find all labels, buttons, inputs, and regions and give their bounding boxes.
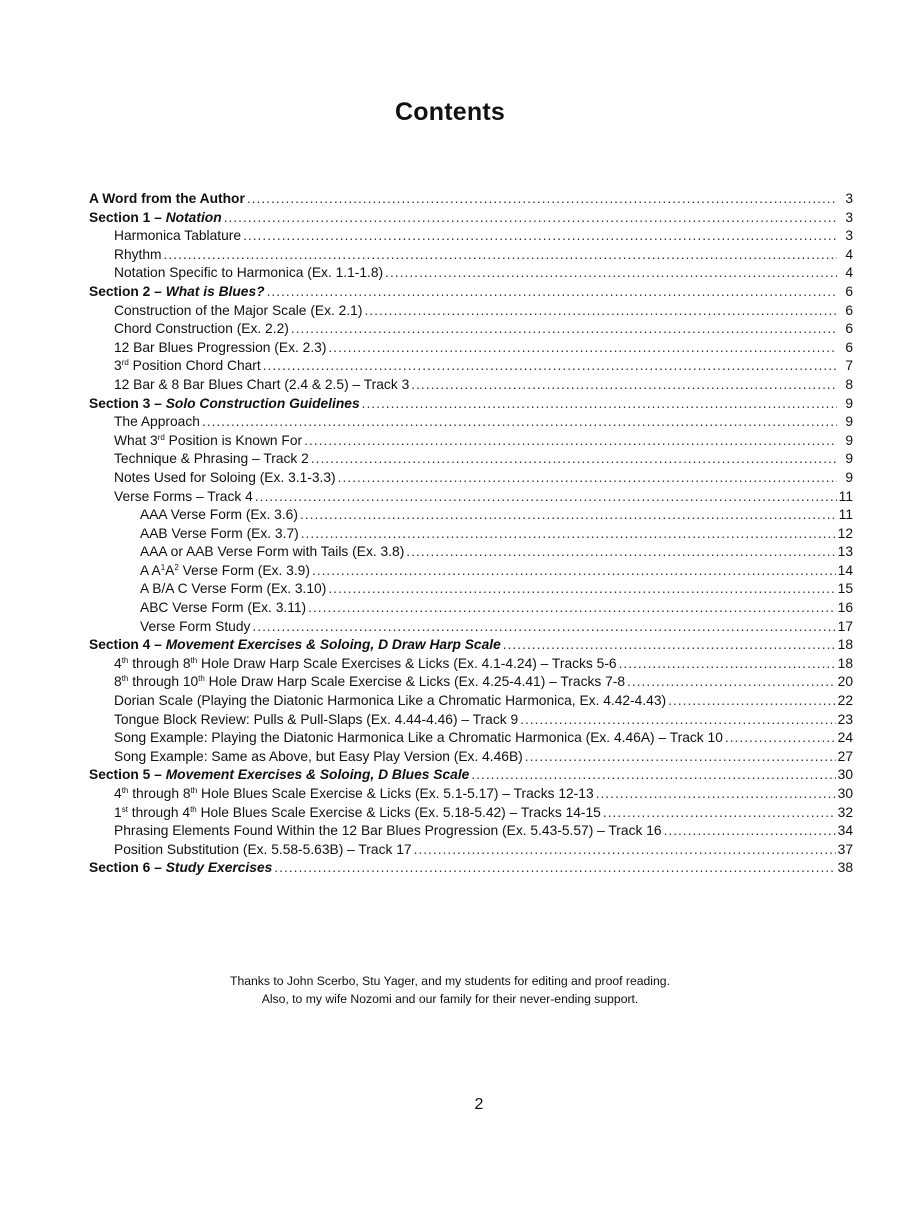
toc-entry[interactable]	[89, 711, 853, 730]
toc-label-text: Dorian Scale (Playing the Diatonic Harmonica Like a Chromatic Harmonica, Ex. 4.42-4.43)	[114, 693, 667, 709]
toc-entry-label	[140, 543, 404, 562]
toc-dot-leader	[300, 506, 837, 525]
toc-entry[interactable]	[89, 432, 853, 451]
toc-label-text: 1	[114, 804, 122, 820]
toc-dot-leader	[202, 413, 837, 432]
toc-entry[interactable]	[89, 655, 853, 674]
toc-entry[interactable]	[89, 395, 853, 414]
toc-entry-label	[140, 580, 326, 599]
toc-page-number: 16	[837, 600, 853, 616]
toc-page-number: 11	[838, 488, 853, 504]
toc-dot-leader	[503, 636, 836, 655]
toc-entry[interactable]	[89, 580, 853, 599]
toc-dot-leader	[520, 711, 836, 730]
toc-label-text: Hole Blues Scale Exercise & Licks (Ex. 5.18-5.42) – Tracks 14-15	[196, 804, 601, 820]
toc-dot-leader	[312, 562, 836, 581]
toc-label-superscript: 2	[174, 562, 179, 572]
toc-entry[interactable]	[89, 246, 853, 265]
toc-label-superscript: th	[198, 674, 205, 684]
toc-dot-leader	[263, 357, 837, 376]
toc-dot-leader	[247, 190, 837, 209]
toc-entry-label	[114, 469, 336, 488]
toc-page-number: 27	[837, 748, 853, 764]
toc-page-number: 6	[845, 339, 853, 355]
toc-entry-label	[114, 302, 362, 321]
toc-label-superscript: 1	[160, 562, 166, 572]
toc-label-text: Position is Known For	[164, 432, 303, 448]
toc-entry[interactable]	[89, 766, 853, 785]
toc-entry-label	[114, 655, 617, 674]
toc-page-number: 9	[845, 451, 853, 467]
toc-label-text: Harmonica Tablature	[114, 228, 242, 244]
toc-dot-leader	[471, 766, 835, 785]
toc-entry[interactable]	[89, 692, 853, 711]
toc-page-number: 38	[837, 860, 853, 876]
toc-entry[interactable]	[89, 859, 853, 878]
toc-page-number: 9	[845, 395, 853, 411]
toc-entry[interactable]	[89, 785, 853, 804]
toc-entry-label	[89, 859, 272, 878]
toc-dot-leader	[252, 618, 835, 637]
toc-entry-label	[89, 636, 501, 655]
toc-entry[interactable]	[89, 413, 853, 432]
toc-entry-label	[114, 357, 261, 376]
toc-page-number: 9	[845, 414, 853, 430]
toc-label-text: Notation Specific to Harmonica (Ex. 1.1-1.8)	[114, 265, 384, 281]
toc-page-number: 14	[837, 562, 853, 578]
toc-label-text: Verse Form Study	[140, 618, 251, 634]
toc-entry[interactable]	[89, 450, 853, 469]
toc-page-number: 4	[845, 246, 853, 262]
toc-dot-leader	[619, 655, 836, 674]
toc-page-number: 11	[838, 507, 853, 523]
toc-label-text: 12 Bar & 8 Bar Blues Chart (2.4 & 2.5) – Track 3	[114, 376, 410, 392]
toc-label-text: Section 5 –	[89, 767, 166, 783]
toc-dot-leader	[291, 320, 837, 339]
toc-page-number: 24	[837, 730, 853, 746]
toc-label-superscript: rd	[157, 432, 165, 442]
toc-label-text: Section 1 –	[89, 209, 166, 225]
toc-label-text: Verse Forms – Track 4	[114, 488, 253, 504]
toc-page-number: 9	[845, 469, 853, 485]
toc-label-emphasis: What is Blues?	[165, 283, 265, 299]
toc-dot-leader	[725, 729, 836, 748]
toc-label-superscript: th	[190, 786, 198, 795]
toc-page-number: 7	[845, 358, 853, 374]
toc-dot-leader	[267, 283, 837, 302]
toc-entry[interactable]	[89, 302, 853, 321]
toc-entry[interactable]	[89, 506, 853, 525]
toc-entry[interactable]	[89, 190, 853, 209]
toc-page-number: 15	[837, 581, 853, 597]
toc-dot-leader	[406, 543, 835, 562]
toc-dot-leader	[304, 432, 837, 451]
toc-label-text: Section 3 –	[89, 395, 166, 411]
acknowledgements-line-2: Also, to my wife Nozomi and our family for their never-ending support.	[261, 992, 639, 1006]
toc-page-number: 4	[845, 265, 853, 281]
toc-label-text: Tongue Block Review: Pulls & Pull-Slaps (Ex. 4.44-4.46) – Track 9	[114, 711, 519, 727]
toc-entry-label	[114, 748, 523, 767]
toc-entry[interactable]	[89, 804, 853, 823]
toc-label-text: 4	[114, 655, 122, 671]
toc-label-superscript: st	[121, 804, 128, 814]
toc-entry[interactable]	[89, 748, 853, 767]
toc-entry[interactable]	[89, 320, 853, 339]
toc-entry-label	[114, 785, 594, 804]
toc-dot-leader	[603, 804, 836, 823]
toc-entry-label	[114, 711, 518, 730]
toc-label-superscript: th	[121, 655, 129, 665]
toc-entry[interactable]	[89, 357, 853, 376]
toc-label-text: Section 2 –	[89, 283, 166, 299]
toc-dot-leader	[627, 673, 836, 692]
toc-page-number: 3	[845, 209, 853, 225]
toc-dot-leader	[328, 339, 837, 358]
toc-entry-label	[140, 506, 298, 525]
toc-label-text: Hole Draw Harp Scale Exercises & Licks (Ex. 4.1-4.24) – Tracks 5-6	[197, 655, 617, 671]
toc-entry[interactable]	[89, 469, 853, 488]
toc-page-number: 6	[845, 302, 853, 318]
toc-page-number: 37	[837, 841, 853, 857]
toc-label-emphasis: Movement Exercises & Soloing, D Blues Scale	[165, 767, 470, 783]
toc-entry-label	[114, 841, 412, 860]
toc-dot-leader	[338, 469, 837, 488]
toc-entry-label	[140, 618, 250, 637]
toc-page-number: 30	[837, 786, 853, 801]
toc-entry-label	[114, 729, 723, 748]
toc-page-number: 20	[837, 674, 853, 690]
toc-entry-label	[114, 376, 409, 395]
toc-entry[interactable]	[89, 525, 853, 544]
toc-entry-label	[114, 320, 289, 339]
toc-label-text: Position Substitution (Ex. 5.58-5.63B) – Track 17	[114, 841, 412, 857]
toc-entry[interactable]	[89, 618, 853, 637]
toc-page-number: 8	[845, 376, 853, 392]
toc-page-number: 13	[837, 544, 853, 560]
toc-dot-leader	[243, 227, 837, 246]
toc-page-number: 18	[837, 637, 853, 653]
toc-dot-leader	[525, 748, 836, 767]
toc-entry-label	[140, 599, 306, 618]
toc-entry[interactable]	[89, 729, 853, 748]
toc-page-number: 34	[837, 823, 853, 839]
toc-entry-label	[114, 339, 326, 358]
toc-entry[interactable]	[89, 543, 853, 562]
toc-dot-leader	[164, 246, 837, 265]
toc-label-text: A	[165, 562, 175, 578]
toc-entry-label	[114, 822, 662, 841]
toc-entry[interactable]	[89, 562, 853, 581]
toc-entry[interactable]	[89, 488, 853, 507]
toc-entry-label	[89, 766, 469, 785]
toc-label-text: Phrasing Elements Found Within the 12 Bar Blues Progression (Ex. 5.43-5.57) – Track 16	[114, 823, 662, 839]
toc-label-emphasis: Study Exercises	[165, 860, 273, 876]
toc-label-text: Section 4 –	[89, 637, 166, 653]
toc-label-text: Rhythm	[114, 246, 162, 262]
toc-label-text: A Word from the Author	[89, 191, 245, 206]
toc-page-number: 3	[845, 228, 853, 244]
toc-label-text: AAA Verse Form (Ex. 3.6)	[140, 507, 298, 523]
toc-page-number: 32	[837, 804, 853, 820]
toc-label-emphasis: Solo Construction Guidelines	[165, 395, 360, 411]
toc-label-text: AAB Verse Form (Ex. 3.7)	[140, 525, 299, 541]
toc-label-text: A A	[140, 562, 161, 578]
toc-label-text: What 3	[114, 432, 158, 448]
toc-entry-label	[114, 264, 383, 283]
toc-dot-leader	[664, 822, 836, 841]
toc-entry-label	[89, 190, 245, 209]
toc-entry[interactable]	[89, 822, 853, 841]
toc-page-number: 12	[837, 525, 853, 541]
toc-entry[interactable]	[89, 264, 853, 283]
toc-dot-leader	[362, 395, 837, 414]
toc-label-text: Verse Form (Ex. 3.9)	[178, 562, 310, 578]
toc-dot-leader	[311, 450, 837, 469]
toc-entry[interactable]	[89, 339, 853, 358]
toc-entry-label	[114, 804, 601, 823]
toc-entry-label	[114, 413, 200, 432]
toc-label-text: through 10	[128, 674, 199, 690]
acknowledgements-line-1: Thanks to John Scerbo, Stu Yager, and my students for editing and proof reading.	[230, 974, 670, 988]
toc-label-text: Construction of the Major Scale (Ex. 2.1)	[114, 302, 363, 318]
page-number: 2	[474, 1096, 484, 1113]
toc-dot-leader	[414, 841, 836, 860]
toc-label-text: 12 Bar Blues Progression (Ex. 2.3)	[114, 339, 327, 355]
toc-entry-label	[114, 488, 253, 507]
toc-dot-leader	[668, 692, 836, 711]
toc-label-text: AAA or AAB Verse Form with Tails (Ex. 3.8)	[140, 544, 405, 560]
toc-entry[interactable]	[89, 599, 853, 618]
toc-label-superscript: rd	[121, 358, 129, 368]
toc-entry-label	[114, 246, 162, 265]
toc-label-emphasis: Notation	[165, 209, 222, 225]
toc-page-number: 3	[845, 191, 853, 206]
toc-dot-leader	[596, 785, 836, 804]
toc-label-emphasis: Movement Exercises & Soloing, D Draw Harp Scale	[165, 637, 501, 653]
toc-dot-leader	[328, 580, 835, 599]
toc-label-text: through 8	[128, 655, 191, 671]
toc-entry[interactable]	[89, 636, 853, 655]
toc-label-text: Technique & Phrasing – Track 2	[114, 451, 309, 467]
toc-label-text: Hole Blues Scale Exercise & Licks (Ex. 5.1-5.17) – Tracks 12-13	[197, 786, 594, 801]
toc-dot-leader	[411, 376, 837, 395]
toc-label-superscript: th	[121, 674, 129, 684]
page-title: Contents	[395, 98, 505, 126]
toc-label-text: The Approach	[114, 414, 200, 430]
toc-label-superscript: th	[190, 655, 198, 665]
toc-dot-leader	[255, 488, 837, 507]
toc-page-number: 18	[837, 655, 853, 671]
toc-page-number: 6	[845, 283, 853, 299]
toc-label-text: 8	[114, 674, 122, 690]
toc-entry-label	[140, 562, 310, 581]
toc-dot-leader	[364, 302, 837, 321]
toc-label-text: Song Example: Same as Above, but Easy Play Version (Ex. 4.46B)	[114, 748, 523, 764]
toc-entry-label	[114, 432, 302, 451]
table-of-contents	[89, 190, 853, 878]
toc-entry-label	[89, 209, 222, 228]
toc-entry-label	[114, 673, 625, 692]
toc-label-text: ABC Verse Form (Ex. 3.11)	[140, 600, 307, 616]
toc-entry-label	[114, 227, 241, 246]
toc-entry-label	[114, 692, 666, 711]
toc-dot-leader	[308, 599, 836, 618]
toc-page-number: 9	[845, 432, 853, 448]
toc-entry-label	[89, 395, 360, 414]
toc-entry[interactable]	[89, 376, 853, 395]
toc-label-text: Notes Used for Soloing (Ex. 3.1-3.3)	[114, 469, 336, 485]
acknowledgements	[0, 972, 900, 1008]
toc-dot-leader	[301, 525, 836, 544]
toc-label-text: through 8	[128, 786, 191, 801]
toc-dot-leader	[274, 859, 835, 878]
toc-entry[interactable]	[89, 209, 853, 228]
toc-label-text: Hole Draw Harp Scale Exercise & Licks (Ex. 4.25-4.41) – Tracks 7-8	[204, 674, 626, 690]
toc-entry[interactable]	[89, 673, 853, 692]
toc-page-number: 22	[837, 693, 853, 709]
toc-page-number: 6	[845, 321, 853, 337]
toc-label-text: Chord Construction (Ex. 2.2)	[114, 321, 289, 337]
toc-entry-label	[114, 450, 309, 469]
toc-dot-leader	[385, 264, 837, 283]
toc-label-text: Section 6 –	[89, 860, 166, 876]
toc-dot-leader	[224, 209, 837, 228]
toc-label-text: through 4	[127, 804, 191, 820]
toc-page-number: 30	[837, 767, 853, 783]
toc-entry[interactable]	[89, 283, 853, 302]
toc-label-text: 4	[114, 786, 122, 801]
toc-label-text: A B/A C Verse Form (Ex. 3.10)	[140, 581, 327, 597]
toc-entry-label	[140, 525, 299, 544]
toc-label-text: Position Chord Chart	[128, 358, 261, 374]
toc-entry-label	[89, 283, 265, 302]
toc-page-number: 17	[837, 618, 853, 634]
toc-entry[interactable]	[89, 841, 853, 860]
toc-label-superscript: th	[190, 804, 197, 814]
toc-page-number: 23	[837, 711, 853, 727]
toc-entry[interactable]	[89, 227, 853, 246]
toc-label-text: 3	[114, 358, 122, 374]
toc-label-superscript: th	[121, 786, 129, 795]
toc-label-text: Song Example: Playing the Diatonic Harmonica Like a Chromatic Harmonica (Ex. 4.46A) – Track 10	[114, 730, 723, 746]
